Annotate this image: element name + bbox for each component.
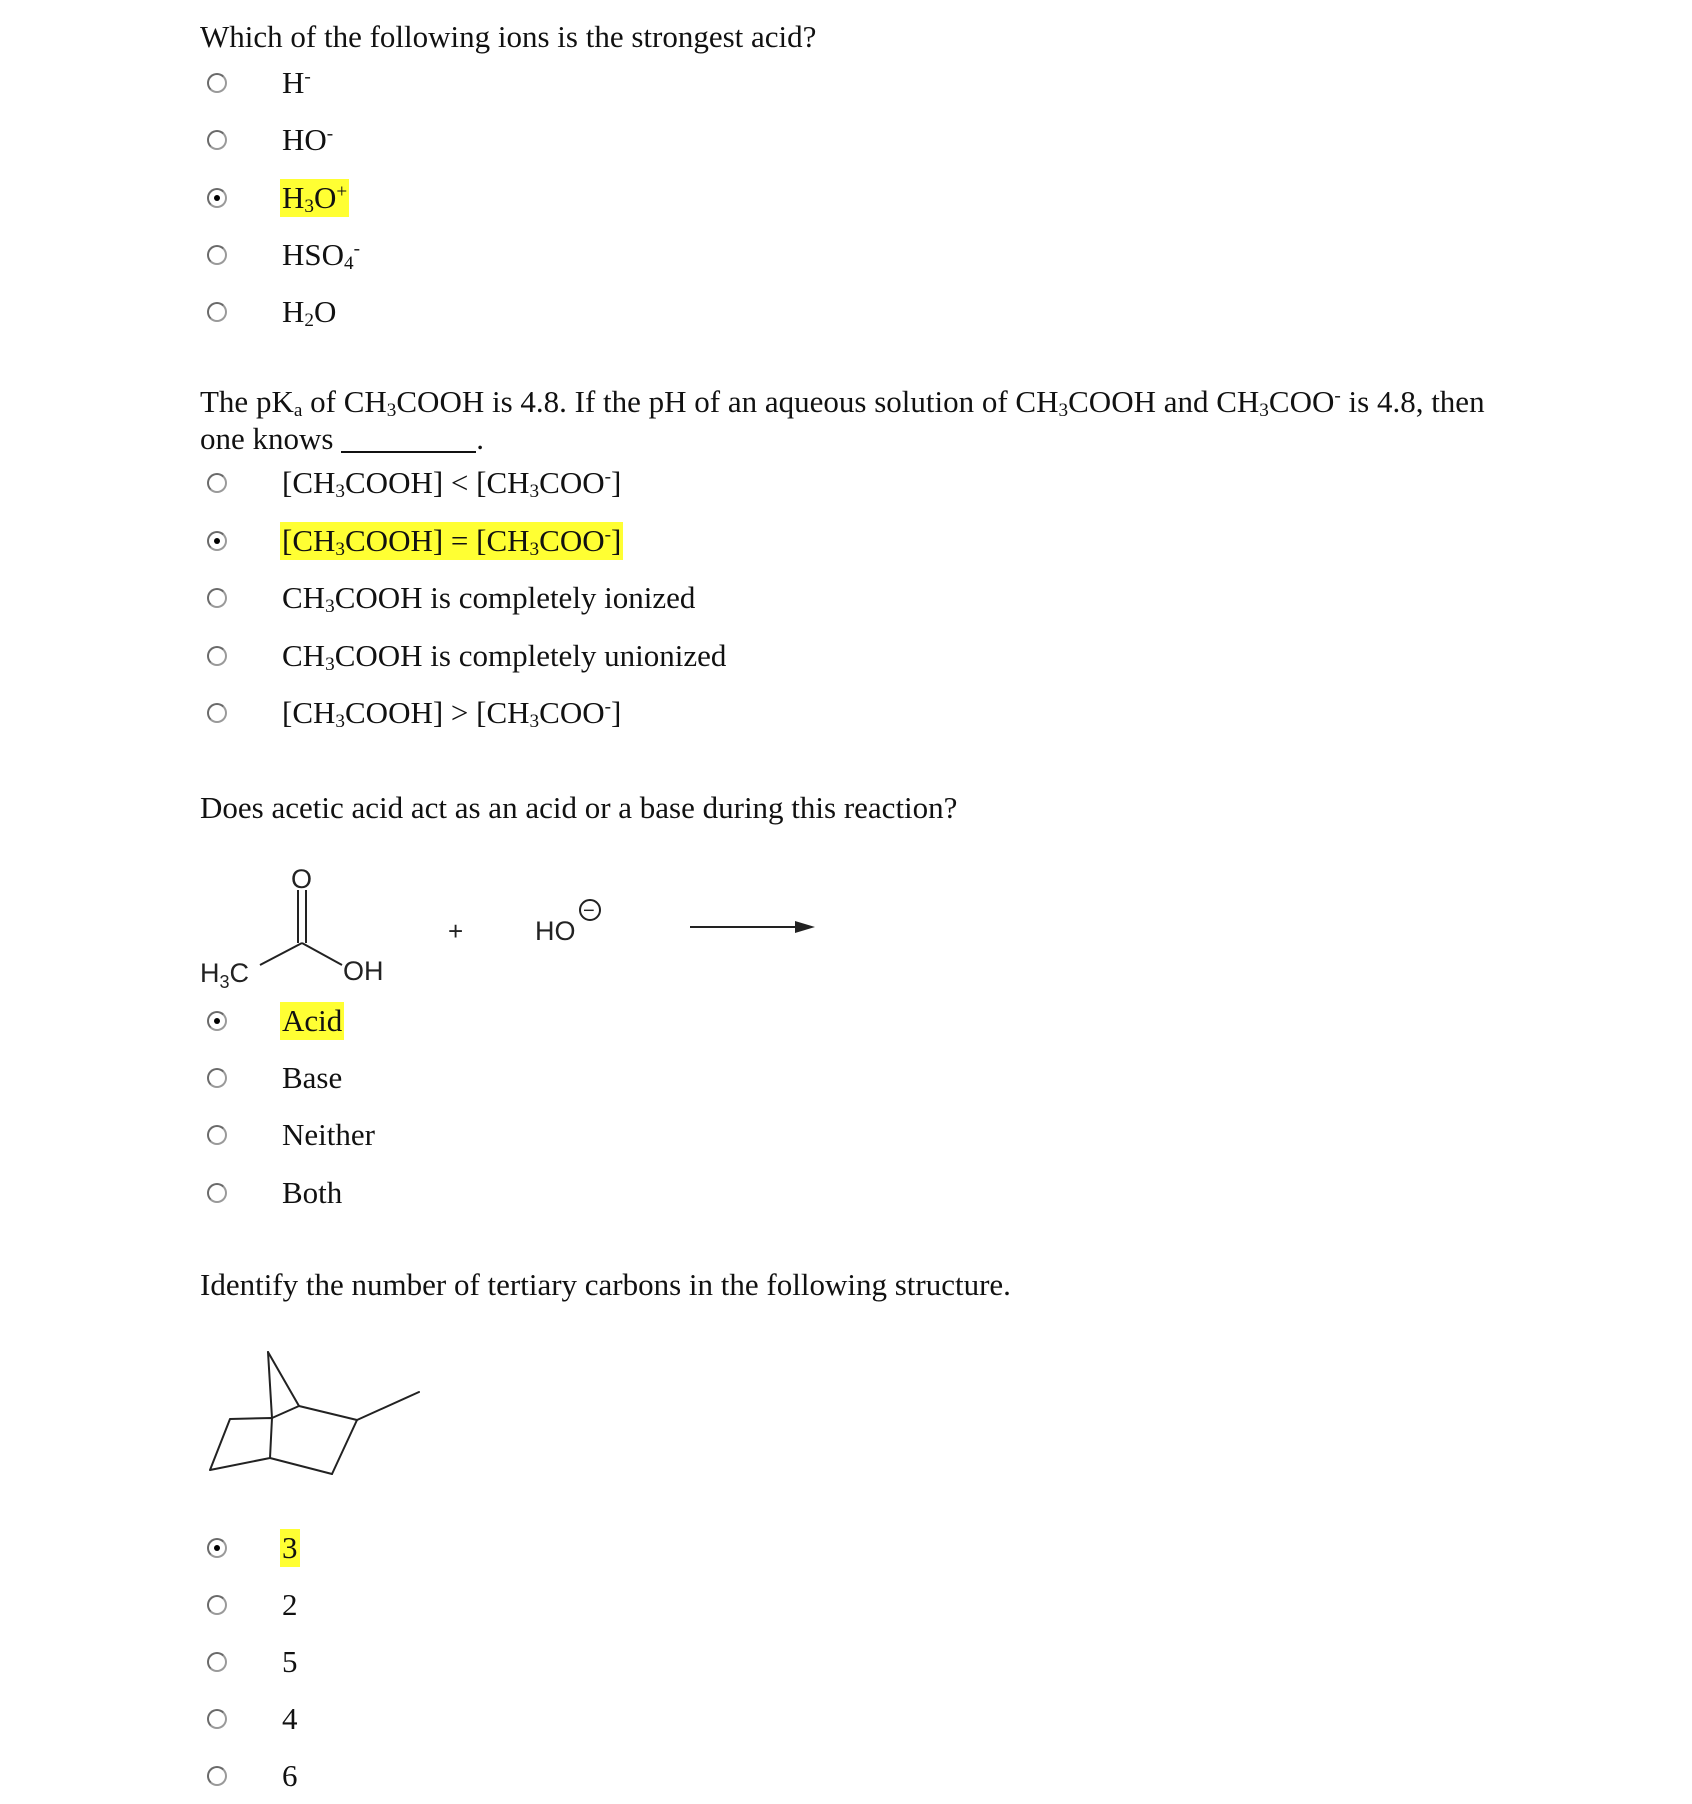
option-label: 6 [282, 1758, 298, 1793]
bond-methyl-carbonyl [260, 943, 302, 965]
radio-button[interactable] [207, 245, 227, 265]
q2-option-1[interactable] [207, 463, 622, 503]
q3-option-1[interactable] [207, 1001, 343, 1041]
q2-option-4[interactable] [207, 636, 727, 676]
radio-button-selected[interactable] [207, 531, 227, 551]
radio-button[interactable] [207, 1125, 227, 1145]
radio-button-selected[interactable] [207, 188, 227, 208]
option-label: $HSO_4^-$ [282, 237, 361, 275]
radio-button-selected[interactable] [207, 1011, 227, 1031]
plus-sign: + [448, 916, 464, 946]
q2-option-3[interactable] [207, 578, 696, 618]
q2-option-2[interactable] [207, 521, 622, 561]
option-label-highlighted: $H_3O^+$ [282, 180, 348, 218]
q4-option-4[interactable] [207, 1699, 298, 1739]
oxygen-label: O [291, 864, 313, 894]
option-label: $[CH_3COOH] > [CH_3COO^-]$ [282, 695, 622, 733]
methyl-bond [357, 1392, 419, 1420]
option-label: H- [282, 65, 311, 100]
option-label: 5 [282, 1644, 298, 1679]
methyl-label: $H_3C$ [200, 958, 250, 992]
option-label-highlighted: Acid [282, 1003, 343, 1038]
option-label: $CH_3COOH$ is completely ionized [282, 580, 696, 618]
radio-button[interactable] [207, 73, 227, 93]
bond-right [332, 1420, 357, 1474]
q1-option-1[interactable] [207, 63, 311, 103]
hydroxide-label: HO [535, 916, 576, 946]
radio-button[interactable] [207, 1766, 227, 1786]
bridge-right [268, 1352, 299, 1406]
q4-option-5[interactable] [207, 1756, 298, 1796]
question-4-stem: Identify the number of tertiary carbons in the following structure. [200, 1267, 1011, 1302]
bond-top [299, 1406, 357, 1420]
radio-button[interactable] [207, 302, 227, 322]
q1-option-3[interactable] [207, 178, 348, 218]
option-label-highlighted: $[CH_3COOH] = [CH_3COO^-]$ [282, 523, 622, 561]
q2-option-5[interactable] [207, 693, 622, 733]
option-label: 2 [282, 1587, 298, 1622]
answer-blank [341, 425, 476, 453]
option-label: $CH_3COOH$ is completely unionized [282, 638, 727, 676]
hydroxyl-label: OH [343, 956, 384, 986]
bond-carbonyl-hydroxyl [302, 943, 342, 965]
q3-option-2[interactable] [207, 1058, 343, 1098]
q4-option-3[interactable] [207, 1642, 298, 1682]
radio-button[interactable] [207, 1595, 227, 1615]
option-label: HO- [282, 122, 334, 157]
radio-button[interactable] [207, 1183, 227, 1203]
question-2-stem: The $pK_a$ of $CH_3COOH$ is 4.8. If the pH of an aqueous solution of $CH_3COOH$ and $CH_3COO^-$ is 4.8, then one knows . [200, 384, 1485, 456]
radio-button[interactable] [207, 646, 227, 666]
bicyclic-structure-diagram [200, 1340, 440, 1485]
radio-button[interactable] [207, 130, 227, 150]
q4-option-1[interactable] [207, 1528, 298, 1568]
bridge-cross [272, 1406, 299, 1418]
radio-button-selected[interactable] [207, 1538, 227, 1558]
option-label-highlighted: 3 [282, 1530, 298, 1565]
radio-button[interactable] [207, 703, 227, 723]
option-label: Both [282, 1175, 343, 1210]
option-label: Neither [282, 1117, 375, 1152]
question-1-stem: Which of the following ions is the strongest acid? [200, 19, 817, 54]
radio-button[interactable] [207, 1068, 227, 1088]
bridge-left [268, 1352, 272, 1418]
q4-option-2[interactable] [207, 1585, 298, 1625]
q3-option-3[interactable] [207, 1115, 375, 1155]
radio-button[interactable] [207, 1652, 227, 1672]
radio-button[interactable] [207, 588, 227, 608]
radio-button[interactable] [207, 1709, 227, 1729]
option-label: $H_2O$ [282, 294, 337, 332]
option-label: Base [282, 1060, 343, 1095]
acetic-acid-reaction-diagram [195, 860, 845, 1000]
bond-bottom [270, 1458, 332, 1474]
q1-option-2[interactable] [207, 120, 334, 160]
question-3-stem: Does acetic acid act as an acid or a base during this reaction? [200, 790, 958, 825]
radio-button[interactable] [207, 473, 227, 493]
option-label: $[CH_3COOH] < [CH_3COO^-]$ [282, 465, 622, 503]
option-label: 4 [282, 1701, 298, 1736]
q1-option-4[interactable] [207, 235, 361, 275]
left-ring [210, 1418, 272, 1470]
charge-sign: − [583, 900, 595, 922]
reaction-arrow-head-icon [795, 921, 815, 933]
q3-option-4[interactable] [207, 1173, 343, 1213]
q1-option-5[interactable] [207, 292, 337, 332]
